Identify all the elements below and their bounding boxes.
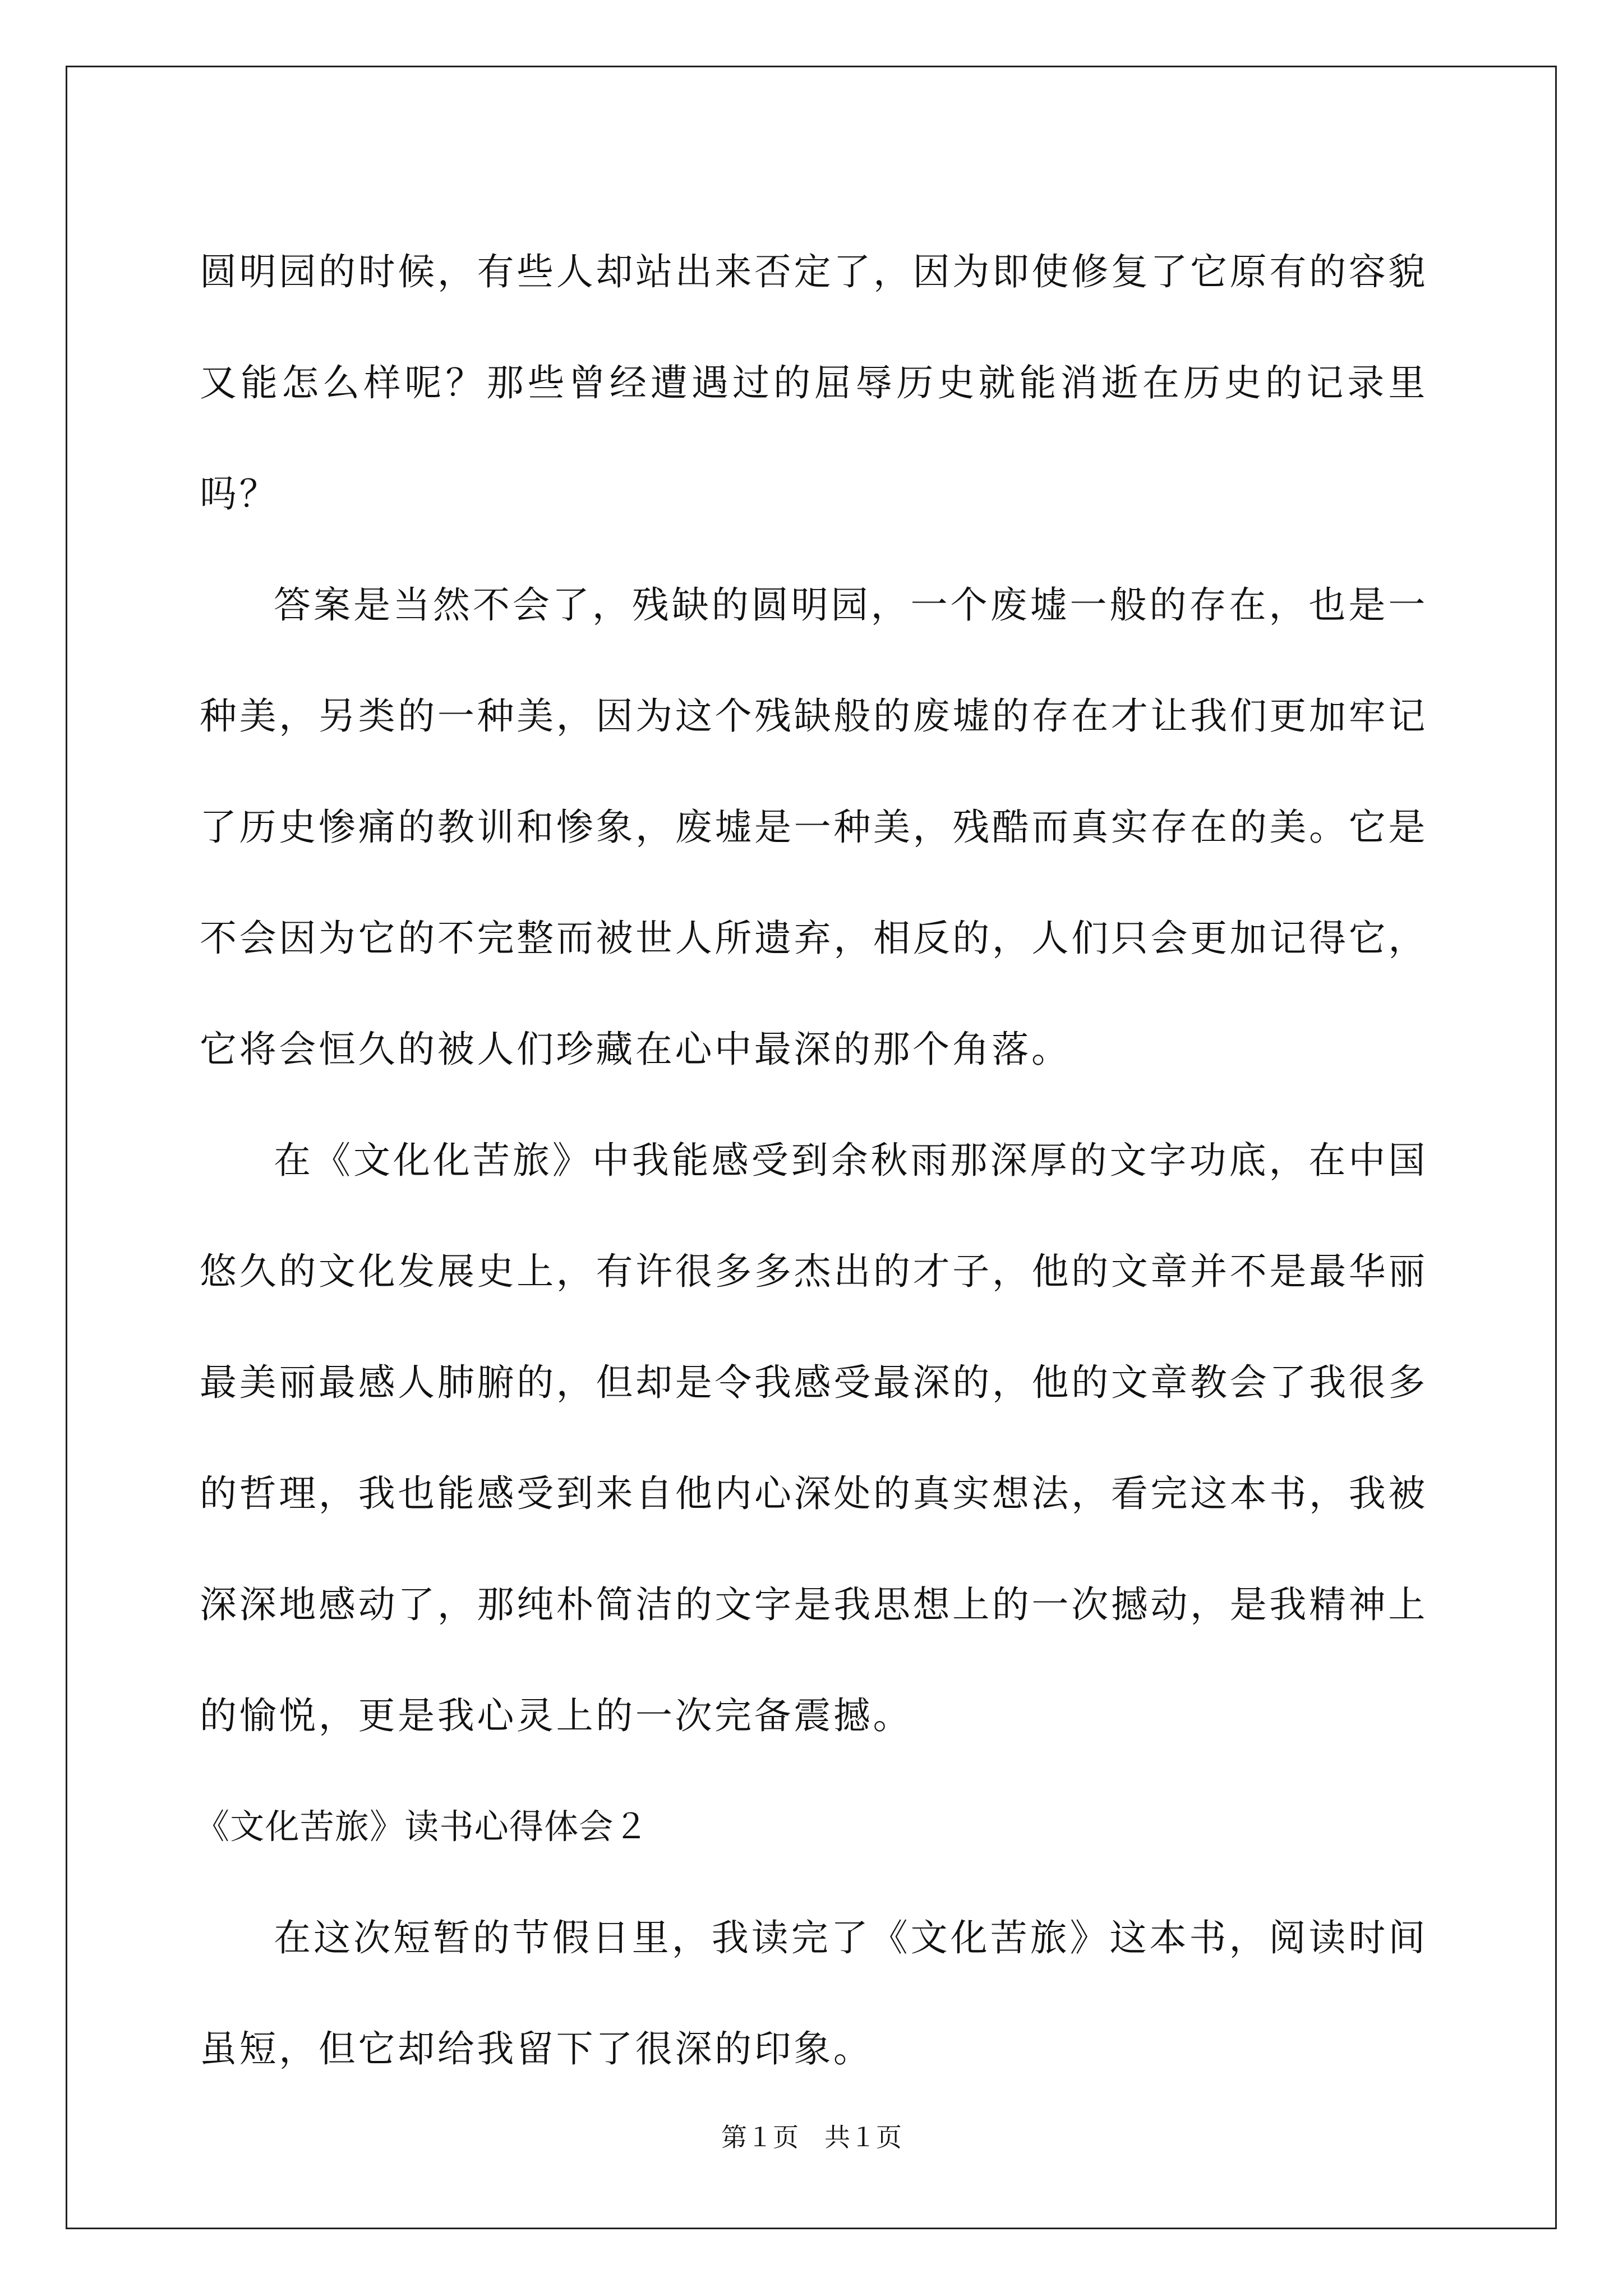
document-body [195, 217, 1428, 2105]
paragraph-2: 答案是当然不会了，残缺的圆明园，一个废墟一般的存在，也是一种美，另类的一种美，因为这个残缺般的废墟的存在才让我们更加牢记了历史惨痛的教训和惨象，废墟是一种美，残酷而真实存在的美。它是不会因为它的不完整而被世人所遗弃，相反的，人们只会更加记得它，它将会恒久的被人们珍藏在心中最深的那个角落。 [200, 583, 1428, 1071]
paragraph-4: 在这次短暂的节假日里，我读完了《文化苦旅》这本书，阅读时间虽短，但它却给我留下了很深的印象。 [200, 1916, 1428, 2070]
paragraph-1: 圆明园的时候，有些人却站出来否定了，因为即使修复了它原有的容貌又能怎么样呢？那些曾经遭遇过的屈辱历史就能消逝在历史的记录里吗？ [200, 250, 1428, 516]
page-footer [0, 2120, 1623, 2154]
page-number: 第１页 [721, 2122, 799, 2152]
page-total: 共１页 [824, 2122, 902, 2152]
section-heading: 《文化苦旅》读书心得体会２ [195, 1807, 649, 1847]
paragraph-3: 在《文化化苦旅》中我能感受到余秋雨那深厚的文字功底，在中国悠久的文化发展史上，有许很多多杰出的才子，他的文章并不是最华丽最美丽最感人肺腑的，但却是令我感受最深的，他的文章教会了我很多的哲理，我也能感受到来自他内心深处的真实想法，看完这本书，我被深深地感动了，那纯朴简洁的文字是我思想上的一次撼动，是我精神上的愉悦，更是我心灵上的一次完备震撼。 [200, 1139, 1428, 1737]
